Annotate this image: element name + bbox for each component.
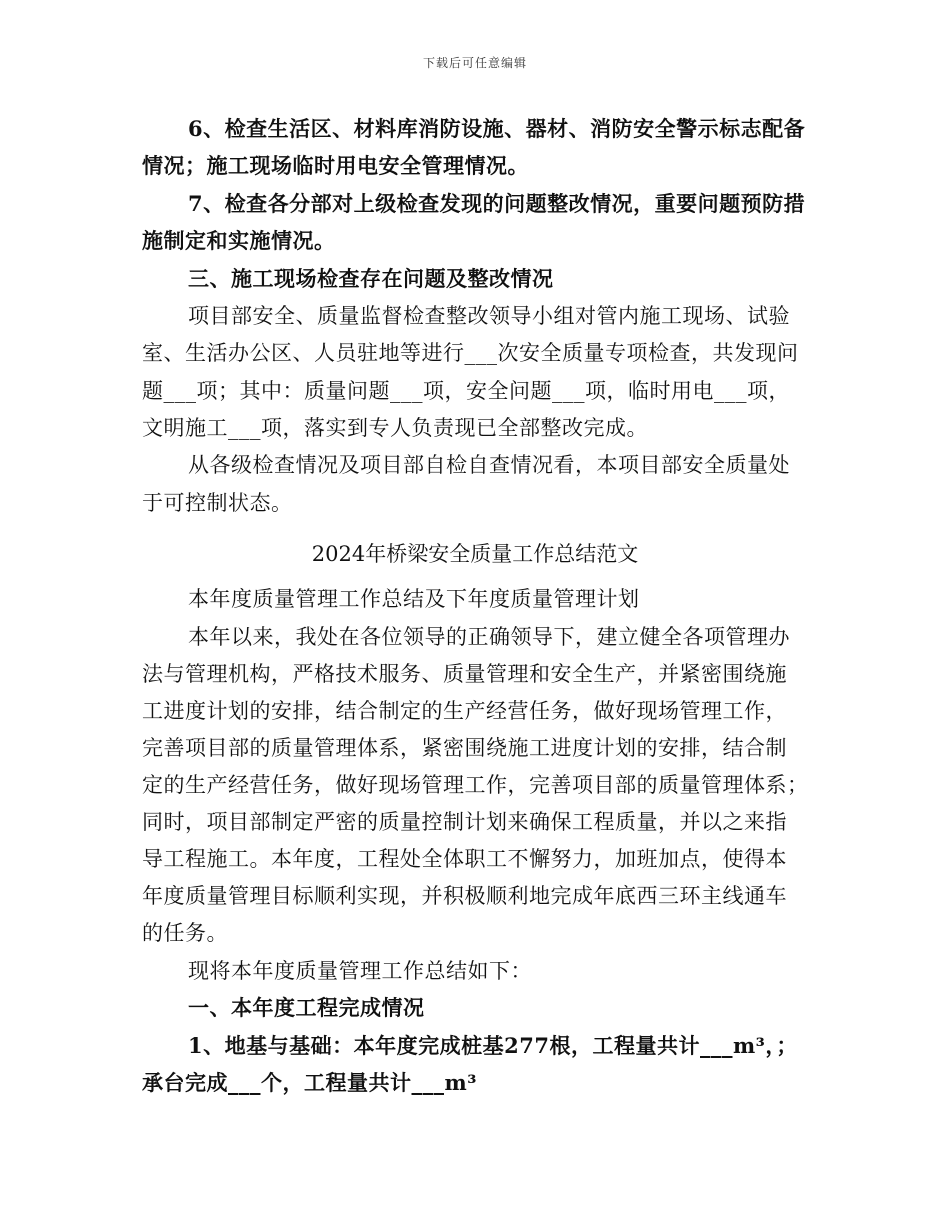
paragraph-line: 文明施工___项，落实到专人负责现已全部整改完成。 [142, 416, 648, 440]
item-1-line-1: 1、地基与基础：本年度完成桩基277根，工程量共计___m³，； [188, 1033, 798, 1058]
paragraph-line: 法与管理机构，严格技术服务、质量管理和安全生产，并紧密围绕施 [142, 662, 787, 686]
document-title: 2024年桥梁安全质量工作总结范文 [311, 542, 639, 566]
check-item-7-line-2: 施制定和实施情况。 [142, 228, 336, 253]
check-item-6-line-1: 6、检查生活区、材料库消防设施、器材、消防安全警示标志配备 [188, 116, 806, 141]
section-heading-3: 三、施工现场检查存在问题及整改情况 [188, 266, 554, 291]
paragraph-line: 导工程施工。本年度，工程处全体职工不懈努力，加班加点，使得本 [142, 847, 787, 871]
paragraph-line: 项目部安全、质量监督检查整改领导小组对管内施工现场、试验 [188, 304, 790, 328]
check-item-7-line-1: 7、检查各分部对上级检查发现的问题整改情况，重要问题预防措 [188, 191, 806, 216]
paragraph-line: 工进度计划的安排，结合制定的生产经营任务，做好现场管理工作， [142, 699, 787, 723]
paragraph-line: 现将本年度质量管理工作总结如下： [188, 959, 532, 983]
paragraph-line: 年度质量管理目标顺利实现，并积极顺利地完成年底西三环主线通车 [142, 884, 787, 908]
item-1-line-2: 承台完成___个，工程量共计___m³ [142, 1070, 477, 1095]
subtitle-line: 本年度质量管理工作总结及下年度质量管理计划 [188, 587, 640, 611]
paragraph-line: 完善项目部的质量管理体系，紧密围绕施工进度计划的安排，结合制 [142, 736, 787, 760]
paragraph-line: 题___项；其中：质量问题___项，安全问题___项，临时用电___项， [142, 379, 790, 403]
paragraph-line: 定的生产经营任务，做好现场管理工作，完善项目部的质量管理体系； [142, 773, 809, 797]
paragraph-line: 于可控制状态。 [142, 491, 293, 515]
paragraph-line: 同时，项目部制定严密的质量控制计划来确保工程质量，并以之来指 [142, 810, 787, 834]
check-item-6-line-2: 情况；施工现场临时用电安全管理情况。 [142, 153, 529, 178]
paragraph-line: 的任务。 [142, 921, 228, 945]
paragraph-line: 室、生活办公区、人员驻地等进行___次安全质量专项检查，共发现问 [142, 341, 799, 365]
paragraph-line: 本年以来，我处在各位领导的正确领导下，建立健全各项管理办 [188, 625, 790, 649]
page-header: 下载后可任意编辑 [422, 56, 527, 70]
section-heading-1: 一、本年度工程完成情况 [188, 995, 425, 1020]
paragraph-line: 从各级检查情况及项目部自检自查情况看，本项目部安全质量处 [188, 453, 790, 477]
